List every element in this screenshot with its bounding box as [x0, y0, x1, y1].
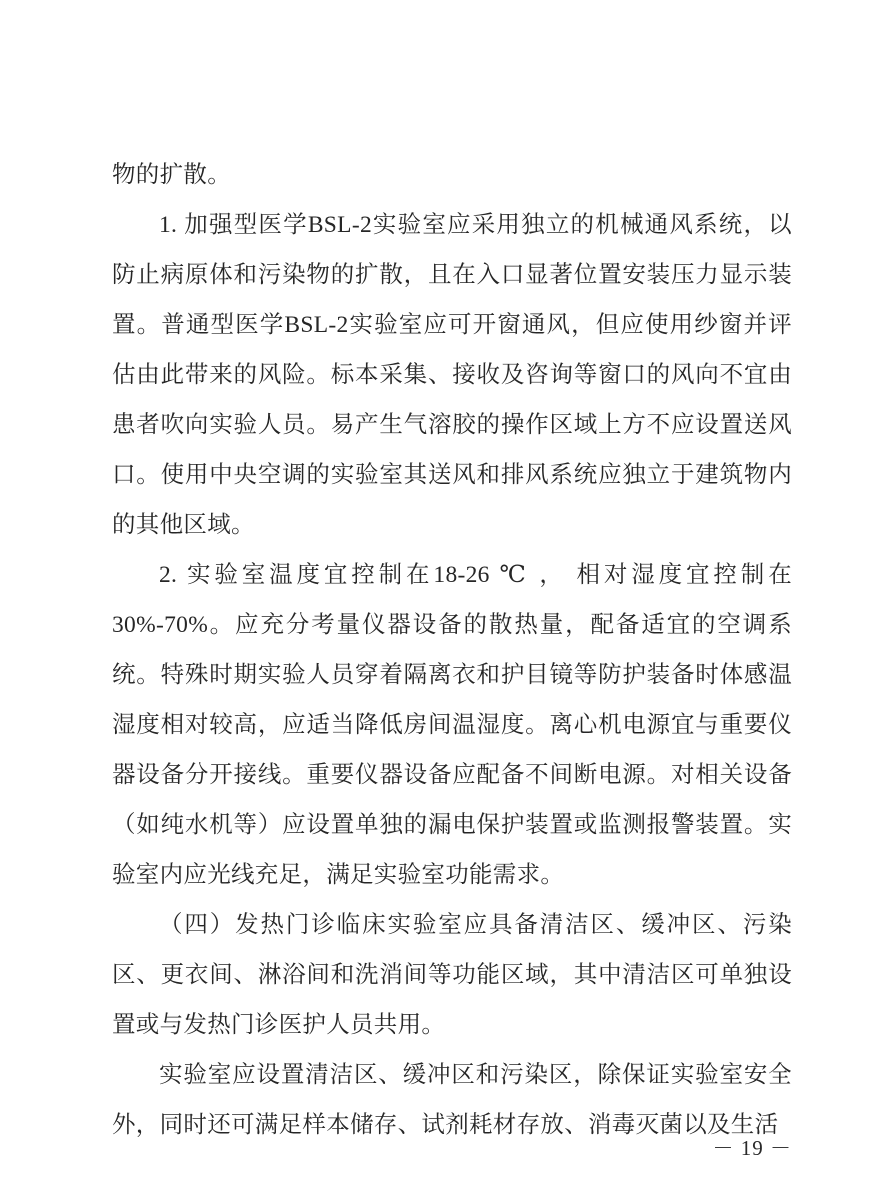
- paragraph-continuation: 物的扩散。: [112, 162, 231, 188]
- paragraph-item-4: （四）发热门诊临床实验室应具备清洁区、缓冲区、污染区、更衣间、淋浴间和洗消间等功能区域，其中清洁区可单独设置或与发热门诊医护人员共用。: [112, 912, 792, 1038]
- paragraph-item-4-sub: 实验室应设置清洁区、缓冲区和污染区，除保证实验室安全外，同时还可满足样本储存、试剂耗材存放、消毒灭菌以及生活: [112, 1062, 792, 1138]
- paragraph-item-1: 1. 加强型医学BSL-2实验室应采用独立的机械通风系统，以防止病原体和污染物的扩散，且在入口显著位置安装压力显示装置。普通型医学BSL-2实验室应可开窗通风，但应使用纱窗并评估由此带来的风险。标本采集、接收及咨询等窗口的风向不宜由患者吹向实验人员。易产生气溶胶的操作区域上方不应设置送风口。使用中央空调的实验室其送风和排风系统应独立于建筑物内的其他区域。: [112, 212, 792, 538]
- page-footer: [0, 1132, 792, 1162]
- page-number: － 19 －: [712, 1136, 792, 1160]
- document-body: [112, 150, 792, 1150]
- paragraph-item-2: 2. 实验室温度宜控制在18-26 ℃ ， 相对湿度宜控制在30%-70%。应充分考量仪器设备的散热量，配备适宜的空调系统。特殊时期实验人员穿着隔离衣和护目镜等防护装备时体感温湿度相对较高，应适当降低房间温湿度。离心机电源宜与重要仪器设备分开接线。重要仪器设备应配备不间断电源。对相关设备（如纯水机等）应设置单独的漏电保护装置或监测报警装置。实验室内应光线充足，满足实验室功能需求。: [112, 562, 792, 888]
